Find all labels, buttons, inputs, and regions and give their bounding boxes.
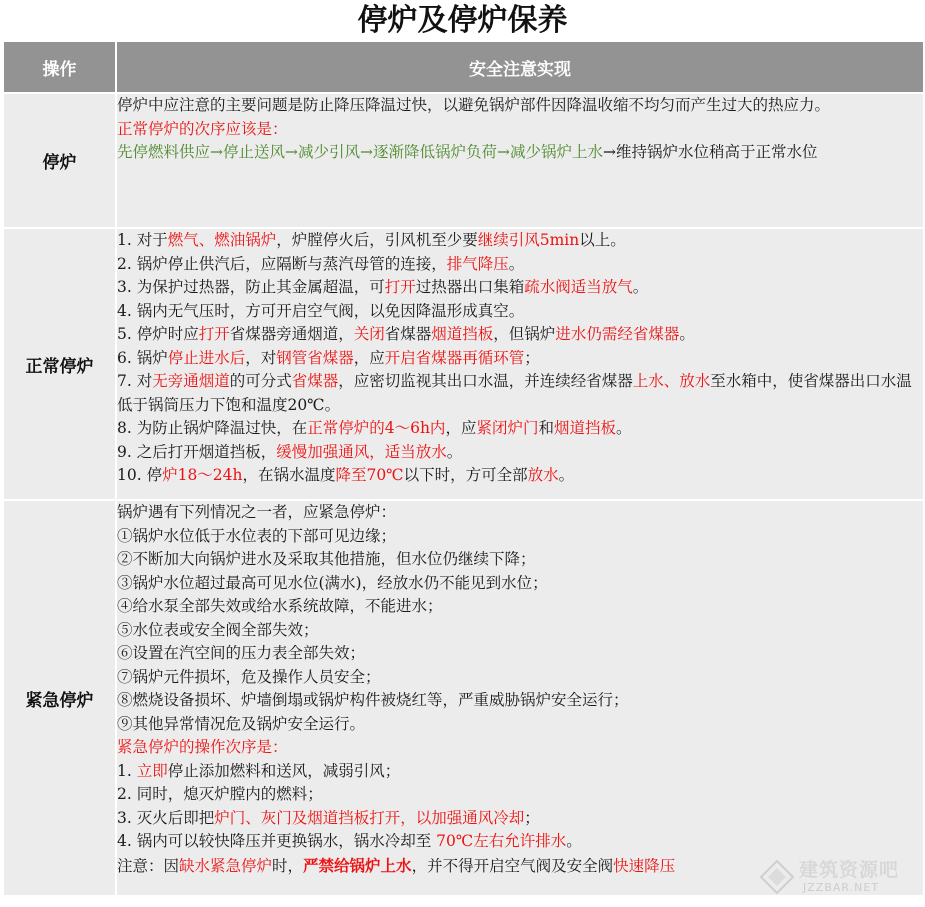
notes-cell <box>116 228 924 500</box>
note-segment: 锅炉遇有下列情况之一者，应紧急停炉： <box>117 503 397 521</box>
page-title: 停炉及停炉保养 <box>357 3 568 38</box>
note-segment: 进水仍需经省煤器 <box>555 325 680 343</box>
safety-table <box>2 40 925 897</box>
note-segment: 关闭 <box>353 325 385 343</box>
note-segment: ； <box>524 808 540 827</box>
watermark-text: 建筑资源吧 <box>799 859 900 881</box>
note-segment: 正常停炉的次序应该是： <box>117 119 288 138</box>
note-segment: →维持锅炉水位稍高于正常水位 <box>602 143 818 161</box>
note-segment: ③锅炉水位超过最高可见水位(满水)，经放水仍不能见到水位； <box>117 573 548 592</box>
note-segment: ，对 <box>245 348 277 367</box>
note-segment: 炉18～24h <box>162 466 243 484</box>
header-operation: 操作 <box>3 41 116 93</box>
note-segment: 炉门、灰门及烟道挡板打开，以加强通风冷却 <box>214 808 525 827</box>
note-line <box>117 666 923 690</box>
note-segment: 省煤器 <box>384 325 432 343</box>
note-segment: ，应 <box>353 348 385 367</box>
note-segment: ，应密切监视其出口水温，并连续经省煤器 <box>338 372 633 390</box>
watermark-url: JZZBAR.NET <box>803 881 880 894</box>
note-line <box>117 370 923 417</box>
notes-cell <box>116 93 924 228</box>
note-segment: 缓慢加强通风，适当放水 <box>276 442 447 461</box>
note-segment: 紧急停炉的操作次序是： <box>117 738 288 756</box>
note-segment: ⑨其他异常情况危及锅炉安全运行。 <box>117 714 366 733</box>
note-segment: 9. 之后打开烟道挡板， <box>117 442 277 461</box>
note-segment: 4. 锅内可以较快降压并更换锅水，锅水冷却至 <box>117 832 437 850</box>
note-line <box>117 417 923 441</box>
operation-cell: 停炉 <box>3 93 116 228</box>
note-line <box>117 464 923 488</box>
note-segment: 1. <box>117 761 137 780</box>
note-line <box>117 713 923 737</box>
note-line <box>117 760 923 784</box>
watermark <box>759 855 919 901</box>
note-segment: 6. 锅炉 <box>117 348 168 367</box>
note-line <box>117 276 923 300</box>
note-segment: 注意：因 <box>117 856 180 875</box>
note-segment: 省煤器 <box>291 372 339 390</box>
note-segment: 开启省煤器再循环管 <box>384 348 525 367</box>
operation-cell: 紧急停炉 <box>3 500 116 896</box>
note-segment: 以下时，方可全部 <box>403 466 528 484</box>
table-row-stop <box>3 93 924 228</box>
note-segment: 先停燃料供应→停止送风→减少引风→逐渐降低锅炉负荷→减少锅炉上水 <box>117 143 603 161</box>
note-segment: 1. 对于 <box>117 231 168 249</box>
note-segment: 。 <box>616 419 632 437</box>
note-line <box>117 736 923 760</box>
note-line <box>117 94 923 118</box>
note-segment: 5. 停炉时应 <box>117 325 199 343</box>
note-segment: 停炉中应注意的主要问题是防止降压降温过快，以避免锅炉部件因降温收缩不均匀而产生过大的热应力。 <box>117 96 831 114</box>
note-segment: 以上。 <box>579 231 626 249</box>
note-segment: 停止添加燃料和送风，减弱引风； <box>167 761 401 780</box>
note-segment: 无旁通烟道 <box>152 372 230 390</box>
note-segment: ④给水泵全部失效或给水系统故障，不能进水； <box>117 597 443 615</box>
note-line <box>117 689 923 713</box>
note-segment: ，炉膛停火后，引风机至少要 <box>276 231 478 249</box>
note-segment: 4. 锅内无气压时，方可开启空气阀，以免因降温形成真空。 <box>117 301 525 320</box>
note-segment: ⑧燃烧设备损坏、炉墙倒塌或锅炉构件被烧红等，严重威胁锅炉安全运行； <box>117 691 629 709</box>
note-segment: 7. 对 <box>117 372 153 390</box>
note-segment: 省煤器旁通烟道， <box>229 325 354 343</box>
note-segment: 立即 <box>136 761 168 780</box>
note-segment: 打开 <box>384 278 416 296</box>
note-line <box>117 300 923 324</box>
note-segment: 排气降压 <box>446 254 509 273</box>
note-line <box>117 548 923 572</box>
note-segment: 缺水紧急停炉 <box>179 856 273 875</box>
note-segment: 燃气、燃油锅炉 <box>167 231 277 249</box>
note-line <box>117 323 923 347</box>
note-segment: 继续引风5min <box>477 231 580 249</box>
note-line <box>117 141 923 165</box>
note-segment: ①锅炉水位低于水位表的下部可见边缘； <box>117 526 397 545</box>
note-segment: 至水箱中，使省煤器出口水温低于锅筒压力下饱和温度20℃。 <box>117 372 912 414</box>
note-segment: 。 <box>632 278 649 296</box>
note-segment: 3. 为保护过热器，防止其金属超温，可 <box>117 278 385 296</box>
table-row-normal-stop <box>3 228 924 500</box>
note-segment: 和 <box>538 419 554 437</box>
note-segment: 10. 停 <box>117 466 163 484</box>
note-line <box>117 253 923 277</box>
note-line <box>117 783 923 807</box>
note-segment: 时， <box>272 856 304 875</box>
note-line <box>117 619 923 643</box>
note-segment: 打开 <box>198 325 230 343</box>
notes-cell <box>116 500 924 896</box>
note-segment: 钢管省煤器 <box>276 348 354 367</box>
note-segment: 停止进水后 <box>167 348 246 367</box>
note-segment: 8. 为防止锅炉降温过快，在 <box>117 419 308 437</box>
operation-cell: 正常停炉 <box>3 228 116 500</box>
table-row-emergency-stop <box>3 500 924 896</box>
note-segment: 3. 灭火后即把 <box>117 808 215 827</box>
note-line <box>117 807 923 831</box>
table-header-row <box>3 41 924 93</box>
note-line <box>117 441 923 465</box>
note-segment: 70℃左右允许排水 <box>436 832 567 850</box>
note-segment: 降至70℃ <box>335 466 404 484</box>
note-segment: 疏水阀适当放气 <box>524 278 633 296</box>
note-line <box>117 595 923 619</box>
note-segment: ⑥设置在汽空间的压力表全部失效； <box>117 644 366 662</box>
note-segment: 紧闭炉门 <box>476 419 539 437</box>
note-segment: 快速降压 <box>613 856 676 875</box>
note-line <box>117 347 923 371</box>
note-segment: 过热器出口集箱 <box>415 278 525 296</box>
note-segment: 严禁给锅炉上水 <box>303 855 412 875</box>
note-segment: 正常停炉的4～6h内 <box>307 419 446 437</box>
note-segment: 2. 锅炉停止供汽后，应隔断与蒸汽母管的连接， <box>117 254 447 273</box>
note-segment: 2. 同时，熄灭炉膛内的燃料； <box>117 785 323 803</box>
note-segment: ，并不得开启空气阀及安全阀 <box>411 856 614 875</box>
note-segment: 上水、放水 <box>632 372 711 390</box>
note-segment: 。 <box>679 325 695 343</box>
note-segment: 的可分式 <box>229 372 292 390</box>
note-segment: 。 <box>558 466 575 484</box>
note-segment: 。 <box>446 442 463 461</box>
diamond-logo-icon <box>759 859 795 895</box>
note-line <box>117 572 923 596</box>
note-segment: ，但锅炉 <box>493 325 556 343</box>
header-notes: 安全注意实现 <box>116 41 924 93</box>
note-segment: ，应 <box>445 419 477 437</box>
note-segment: ⑦锅炉元件损坏，危及操作人员安全； <box>117 667 381 686</box>
note-line <box>117 501 923 525</box>
note-line <box>117 525 923 549</box>
note-line <box>117 642 923 666</box>
note-line <box>117 229 923 253</box>
note-line <box>117 830 923 854</box>
note-segment: 。 <box>566 832 582 850</box>
note-segment: ②不断加大向锅炉进水及采取其他措施，但水位仍继续下降； <box>117 550 536 568</box>
note-segment: ； <box>524 348 540 367</box>
note-segment: 。 <box>508 254 525 273</box>
note-segment: 烟道挡板 <box>553 419 616 437</box>
note-segment: ，在锅水温度 <box>242 466 336 484</box>
note-segment: 放水 <box>527 466 559 484</box>
note-line <box>117 118 923 142</box>
note-segment: ⑤水位表或安全阀全部失效； <box>117 620 319 639</box>
note-segment: 烟道挡板 <box>431 325 494 343</box>
